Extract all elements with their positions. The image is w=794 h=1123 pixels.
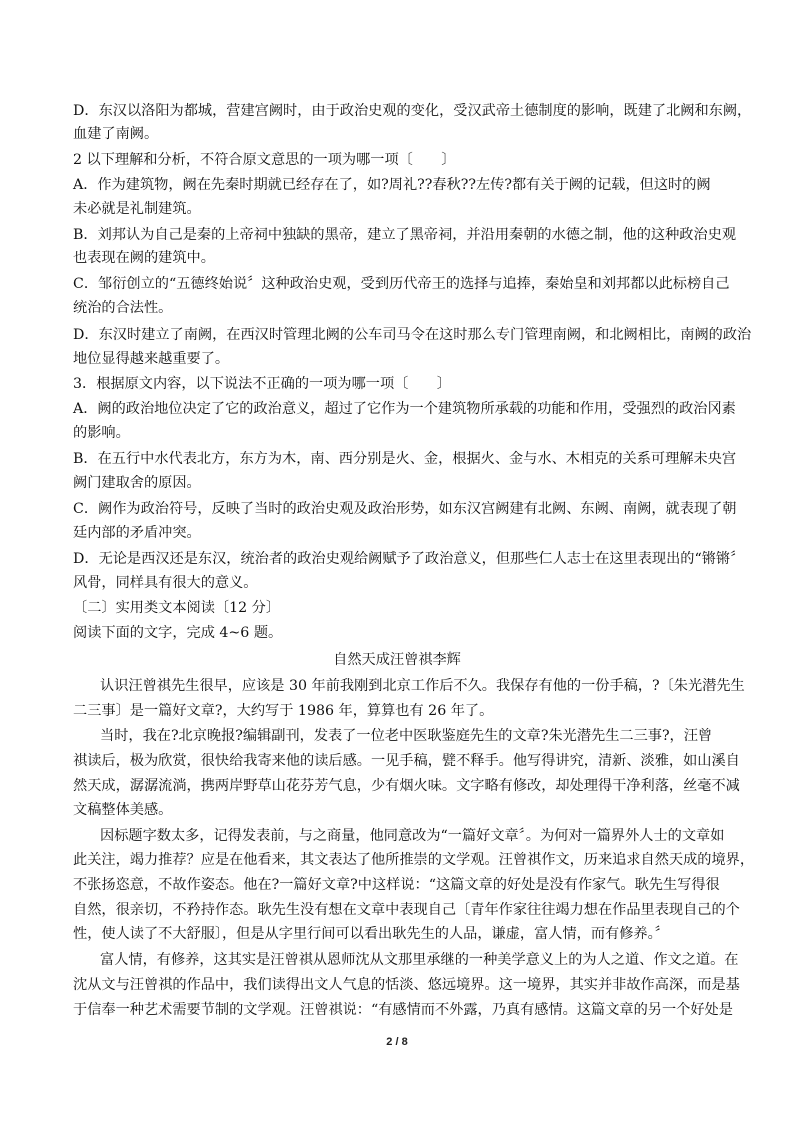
option-d: D．东汉时建立了南阙，在西汉时管理北阙的公车司马令在这时那么专门管理南阙，和北阙相比，南阙的政治 [73,327,752,343]
option-a: A．作为建筑物，阙在先秦时期就已经存在了，如?周礼??春秋??左传?都有关于阙的记载，但这时的阙 [73,177,711,193]
article-line: 祺读后，极为欣赏，很快给我寄来他的读后感。一见手稿，甓不释手。他写得讲究，清新、淡雅，如山溪自 [73,753,740,769]
text-line: 也表现在阙的建筑中。 [73,250,215,266]
text-line: 廷内部的矛盾冲突。 [73,525,201,541]
text-line: 阙门建取舍的原因。 [73,475,201,491]
article-line: 因标题字数太多，记得发表前，与之商量，他同意改为“一篇好文章〞。为何对一篇界外人士的文章如 [100,828,725,844]
instruction: 阅读下面的文字，完成 4~6 题。 [73,625,283,641]
question-heading: 2 以下理解和分析，不符合原文意思的一项为哪一项〔 〕 [73,152,456,168]
article-title: 自然天成汪曾祺李辉 [333,652,461,668]
article-line: 不张扬恣意，不故作姿态。他在?一篇好文章?中这样说：“这篇文章的好处是没有作家气。耿先生写得很 [73,877,720,893]
option-b: B．在五行中水代表北方，东方为木，南、西分别是火、金，根据火、金与水、木相克的关系可理解未央宫 [73,451,737,467]
text-line: D．东汉以洛阳为都城，营建宫阙时，由于政治史观的变化，受汉武帝土德制度的影响，既建了北阙和东阙， [73,103,752,119]
article-line: 当时，我在?北京晚报?编辑副刊，发表了一位老中医耿鉴庭先生的文章?朱光潜先生二三事?，汪曾 [100,728,713,744]
text-line: 的影响。 [73,425,130,441]
article-line: 然天成，潺潺流淌，携两岸野草山花芬芳气息，少有烟火味。文字略有修改，却处理得干净利落，丝毫不减 [73,778,740,794]
option-a: A．阙的政治地位决定了它的政治意义，超过了它作为一个建筑物所承载的功能和作用，受强烈的政治冈素 [73,401,736,417]
option-d: D．无论是西汉还是东汉，统治者的政治史观给阙赋予了政治意义，但那些仁人志士在这里表现出的“锵锵〞 [73,551,745,567]
article-line: 沈从文与汪曾祺的作品中，我们读得出文人气息的恬淡、悠远境界。这一境界，其实并非故作高深，而是基 [73,977,740,993]
article-line: 认识汪曾祺先生很早，应该是 30 年前我刚到北京工作后不久。我保存有他的一份手稿，?〔朱光潜先生 [100,678,745,694]
question-heading: 3．根据原文内容，以下说法不正确的一项为哪一项〔 〕 [73,376,451,392]
page-number: 2 / 8 [386,1036,408,1048]
option-c: C．邹衍创立的“五德终始说〞这种政治史观，受到历代帝王的选择与追捧，秦始皇和刘邦都以此标榜自己 [73,276,730,292]
article-line: 二三事〕是一篇好文章?，大约写于 1986 年，算算也有 26 年了。 [73,703,494,719]
text-line: 血建了南阙。 [73,126,159,142]
option-c: C．阙作为政治符号，反映了当时的政治史观及政治形势，如东汉宫阙建有北阙、东阙、南阙，就表现了朝 [73,501,737,517]
text-line: 风骨，同样具有很大的意义。 [73,575,258,591]
text-line: 地位显得越来越重要了。 [73,351,230,367]
article-line: 性，使人读了不大舒服〕，但是从字里行间可以看出耿先生的人品，谦虚，富人情，而有修养。〞 [73,926,669,942]
article-line: 于信奉一种艺术需要节制的文学观。汪曾祺说：“有感情而不外露，乃真有感情。这篇文章的另一个好处是 [73,1002,733,1018]
text-line: 未必就是礼制建筑。 [73,201,201,217]
option-b: B．刘邦认为自己是秦的上帝祠中独缺的黑帝，建立了黑帝祠，并沿用秦朝的水德之制，他的这种政治史观 [73,227,737,243]
section-heading: 〔二〕实用类文本阅读〔12 分〕 [73,600,281,616]
article-line: 富人情，有修养，这其实是汪曾祺从恩师沈从文那里承继的一种美学意义上的为人之道、作文之道。在 [100,952,739,968]
article-line: 自然，很亲切，不矜持作态。耿先生没有想在文章中表现自己〔青年作家往往竭力想在作品里表现自己的个 [73,902,740,918]
article-line: 此关注，竭力推荐？应是在他看来，其文表达了他所推崇的文学观。汪曾祺作文，历来追求自然天成的境界， [73,852,755,868]
text-line: 统治的合法性。 [73,300,173,316]
article-line: 文稿整体美感。 [73,802,173,818]
